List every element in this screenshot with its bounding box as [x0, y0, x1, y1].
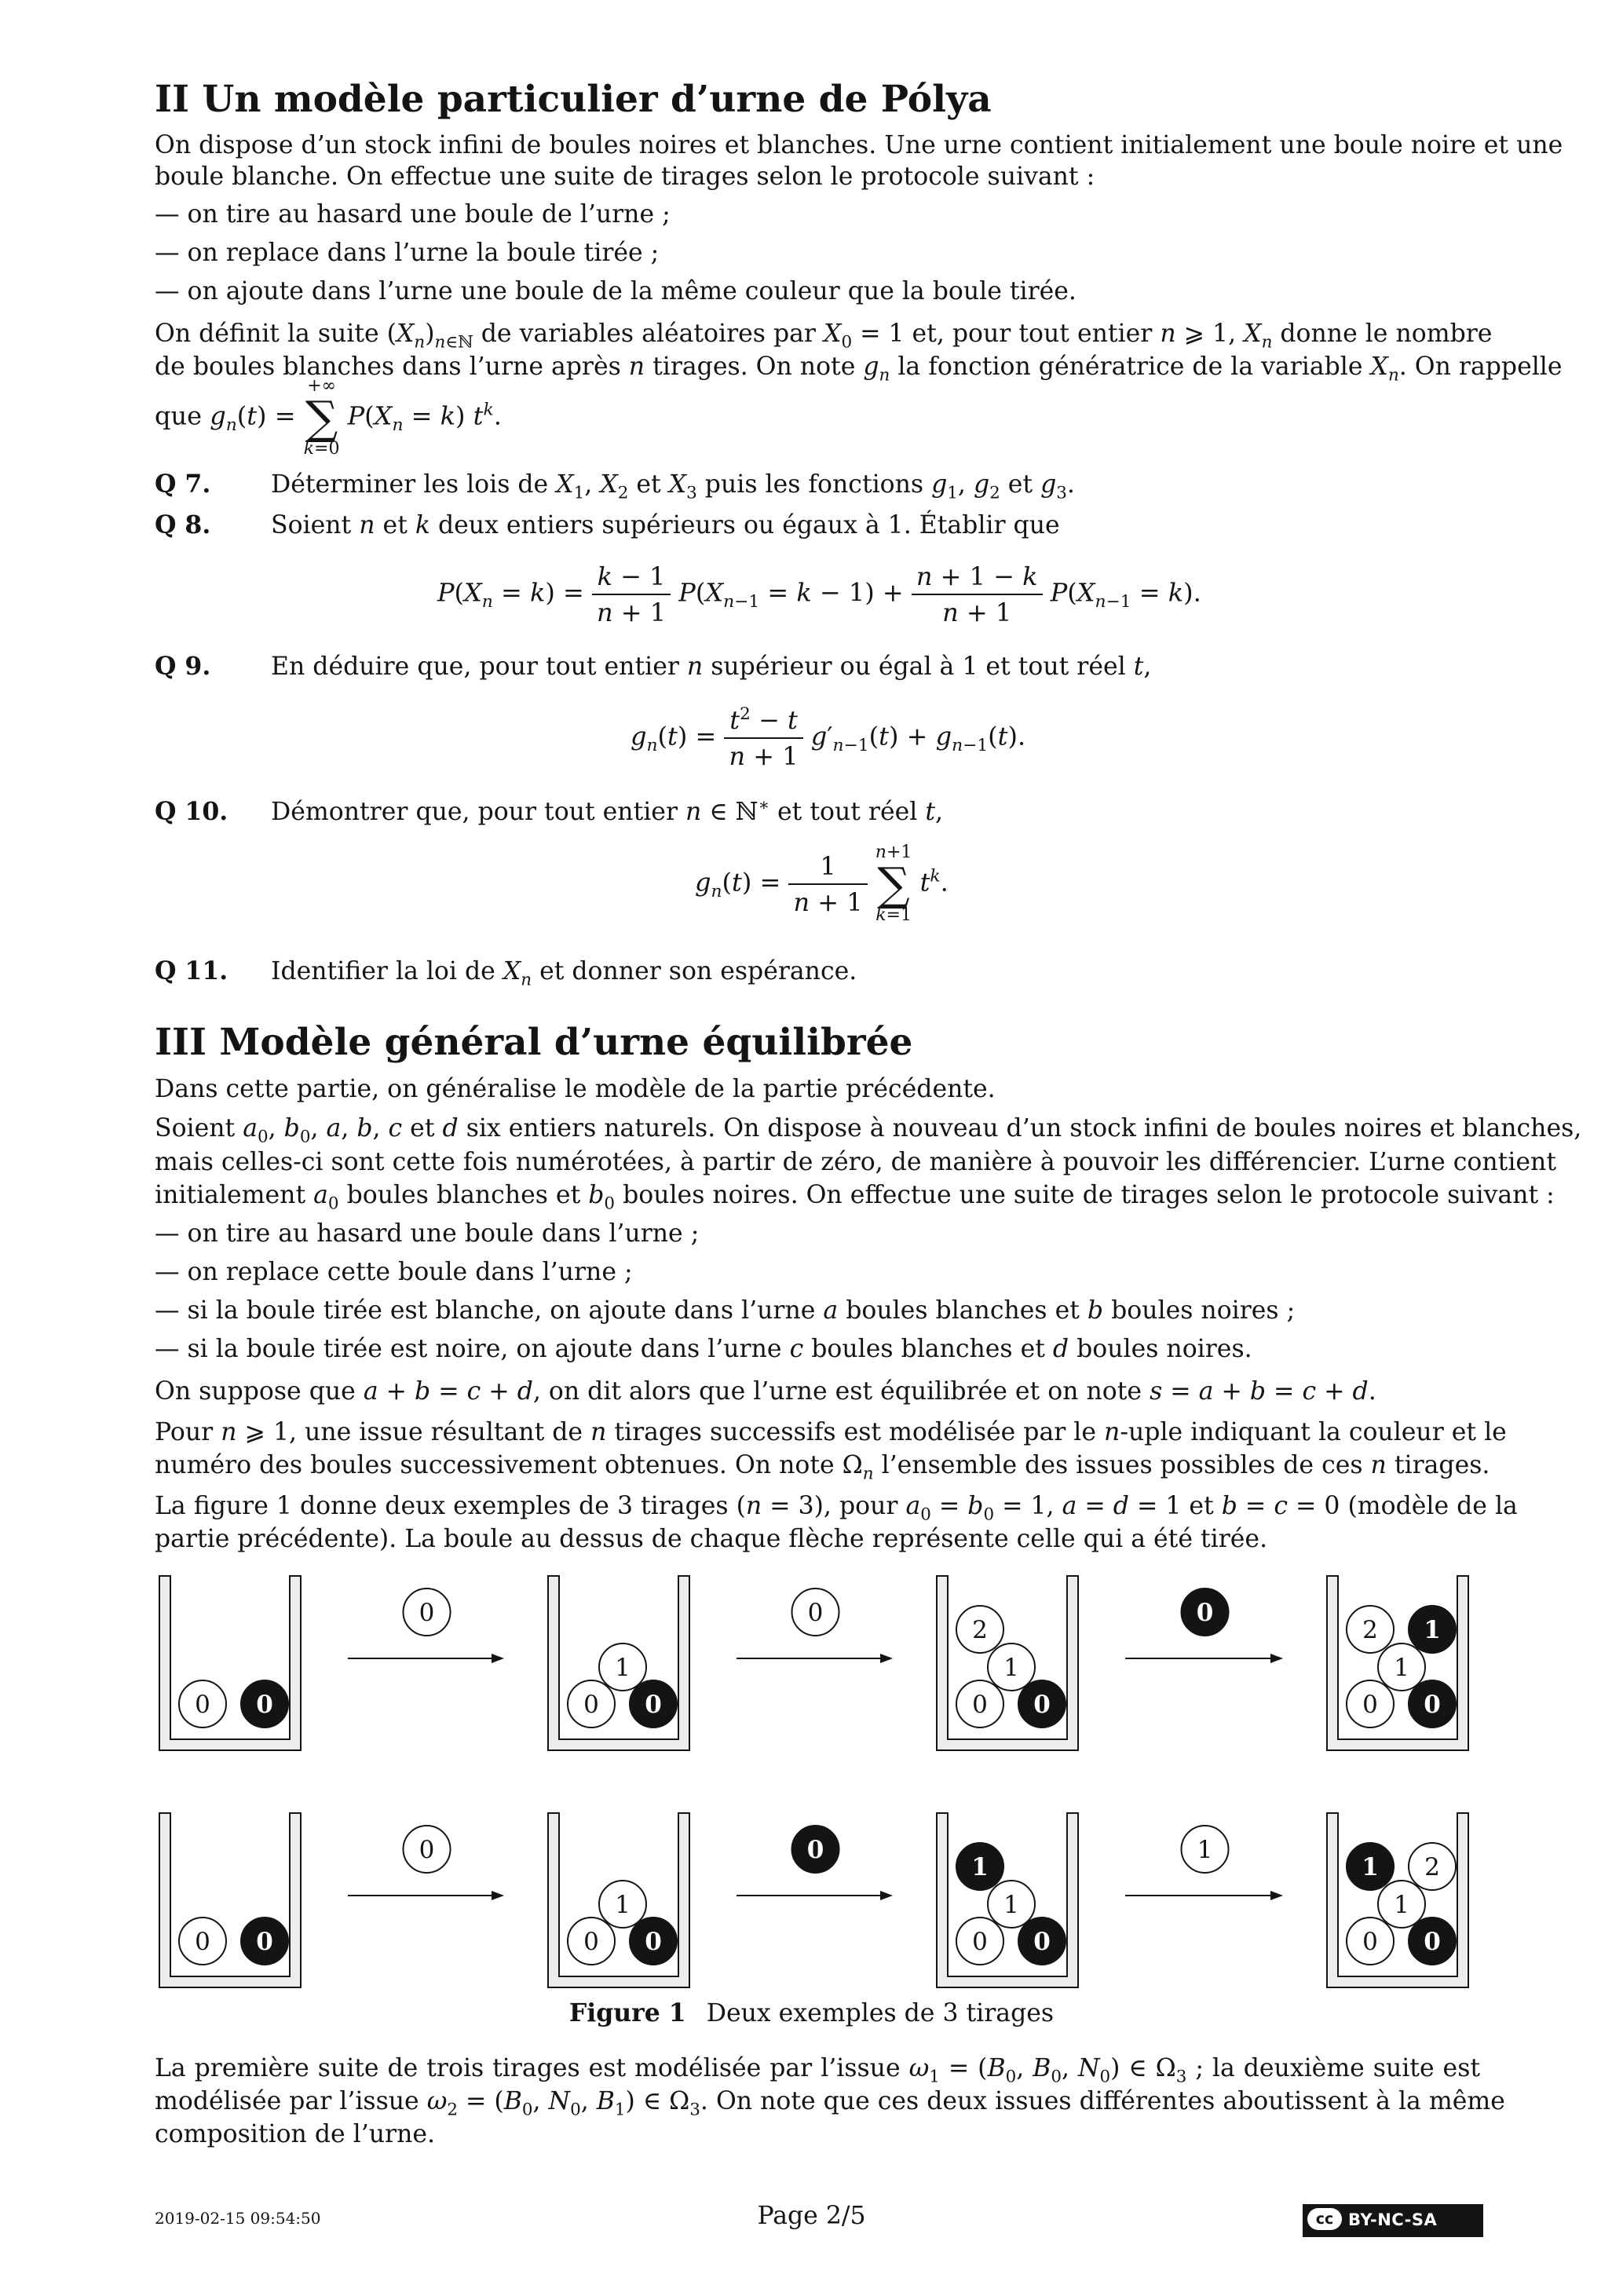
drawn-ball-row2-3-label: 1: [1197, 1836, 1213, 1864]
cc-license-badge: [1303, 2204, 1483, 2237]
urn-row2-step1-ball0-label: 0: [583, 1928, 599, 1956]
drawn-ball-row2-1-label: 0: [419, 1836, 435, 1864]
q10-label: Q 10.: [155, 797, 228, 826]
general-protocol-step-1: — on tire au hasard une boule dans l’urne ;: [155, 1219, 700, 1248]
general-protocol-step-2: — on replace cette boule dans l’urne ;: [155, 1258, 633, 1286]
arrow-head-row1-3: [1270, 1654, 1283, 1663]
footer-timestamp: 2019-02-15 09:54:50: [155, 2209, 321, 2228]
figure-1-caption: Figure 1 Deux exemples de 3 tirages: [568, 1998, 1055, 2027]
drawn-ball-row2-2-label: 0: [806, 1836, 824, 1864]
q7-label: Q 7.: [155, 470, 211, 499]
section-3-title: III Modèle général d’urne équilibrée: [155, 1021, 913, 1064]
urn-row2-step2-ball2-label: 1: [1003, 1891, 1019, 1919]
q7-text: Déterminer les lois de $X_1$, $X_2$ et $X_3$ puis les fonctions $g_1$, $g_2$ et $g_3$.: [271, 470, 1075, 503]
q8-text: Soient n et k deux entiers supérieurs ou égaux à 1. Établir que: [271, 511, 1060, 539]
q11-text: Identifier la loi de $X_n$ et donner son espérance.: [271, 957, 857, 990]
footer-page-number: Page 2/5: [757, 2202, 866, 2230]
urn-row2-step2-ball1-label: 0: [1033, 1928, 1051, 1956]
outcome-example-line-3: composition de l’urne.: [155, 2120, 436, 2148]
arrow-head-row2-3: [1270, 1891, 1283, 1900]
urn-row1-step2-ball0-label: 0: [972, 1691, 988, 1719]
generating-function-reminder: que $g_n(t)$ = +∞ ∑ k=0 $P(X_n = k)$ $t^k$.: [155, 376, 502, 459]
arrow-head-row1-2: [880, 1654, 893, 1663]
section-3-paragraph-2-line-2: mais celles-ci sont cette fois numérotées, à partir de zéro, de manière à pouvoir les différencier. L’urne contient: [155, 1148, 1556, 1176]
urn-row2-step0-ball0-label: 0: [195, 1928, 210, 1956]
figure-intro-line-1: La figure 1 donne deux exemples de 3 tirages (n = 3), pour $a_0 = b_0 = 1$, a = d = 1 et b = c = 0 (modèle de la: [155, 1492, 1518, 1525]
license-text: BY-NC-SA: [1348, 2210, 1438, 2229]
urn-row2-step0: [159, 1813, 301, 1987]
urn-row1-step1-ball2-label: 1: [615, 1654, 631, 1682]
outcome-definition-line-2: numéro des boules successivement obtenues. On note $\Omega_n$ l’ensemble des issues possibles de ces n tirages.: [155, 1451, 1490, 1484]
figure-intro-line-2: partie précédente). La boule au dessus de chaque flèche représente celle qui a été tirée.: [155, 1525, 1268, 1553]
urn-row1-step0-ball0-label: 0: [195, 1691, 210, 1719]
urn-row2-step0-ball1-label: 0: [256, 1928, 273, 1956]
urn-row1-step1-ball1-label: 0: [645, 1691, 662, 1719]
q8-label: Q 8.: [155, 510, 211, 539]
q9-equation: $g_n(t)$ = $\frac{t^2 - t}{n + 1}$ $g'_{n-1}(t) + g_{n-1}(t)$.: [631, 703, 1025, 773]
drawn-ball-row1-2-label: 0: [807, 1599, 824, 1627]
urn-row2-step2-ball0-label: 0: [972, 1928, 988, 1956]
urn-row2-step3-ball4-label: 2: [1424, 1853, 1440, 1881]
urn-row1-step1-ball0-label: 0: [583, 1691, 599, 1719]
cc-icon: cc: [1307, 2208, 1342, 2230]
section-3-paragraph-1: Dans cette partie, on généralise le modèle de la partie précédente.: [155, 1075, 996, 1103]
urn-row1-step3-ball3-label: 2: [1362, 1616, 1378, 1644]
figure-1-urn-diagram: [0, 1567, 1623, 1991]
section-2-intro-line-2: boule blanche. On effectue une suite de tirages selon le protocole suivant :: [155, 163, 1095, 191]
q9-label: Q 9.: [155, 652, 211, 681]
q11-label: Q 11.: [155, 956, 228, 985]
urn-row1-step3-ball4-label: 1: [1424, 1616, 1441, 1644]
urn-row1-step3-ball2-label: 1: [1394, 1654, 1409, 1682]
outcome-example-line-2: modélisée par l’issue $\omega_2 = (B_0$, $N_0$, $B_1$) ∈ $\Omega_3$. On note que ces deux issues différentes aboutissent à la même: [155, 2087, 1505, 2120]
outcome-definition-line-1: Pour n ⩾ 1, une issue résultant de n tirages successifs est modélisée par le n-uple indiquant la couleur et le: [155, 1418, 1507, 1446]
q8-equation: $P(X_n = k)$ = $\frac{k - 1}{n + 1}$ $P(X_{n-1} = k - 1)$ + $\frac{n + 1 - k}{n + 1}$ $P(X_{n-1} = k)$.: [437, 559, 1201, 630]
urn-row2-step1-ball2-label: 1: [615, 1891, 631, 1919]
definition-line-1: On définit la suite $(X_n)_{n\in ℕ}$ de variables aléatoires par $X_0 = 1$ et, pour tout entier n ⩾ 1, $X_n$ donne le nombre: [155, 320, 1493, 353]
urn-row2-step2-ball3-label: 1: [971, 1853, 989, 1881]
general-protocol-step-3: — si la boule tirée est blanche, on ajoute dans l’urne a boules blanches et b boules noires ;: [155, 1296, 1296, 1325]
arrow-head-row2-1: [492, 1891, 504, 1900]
general-protocol-step-4: — si la boule tirée est noire, on ajoute dans l’urne c boules blanches et d boules noires.: [155, 1335, 1252, 1363]
q9-text: En déduire que, pour tout entier n supérieur ou égal à 1 et tout réel t,: [271, 653, 1152, 681]
protocol-step-2: — on replace dans l’urne la boule tirée ;: [155, 239, 660, 267]
drawn-ball-row1-3-label: 0: [1196, 1599, 1214, 1627]
urn-row1-step2-ball2-label: 1: [1003, 1654, 1019, 1682]
section-2-intro-line-1: On dispose d’un stock infini de boules noires et blanches. Une urne contient initialement une boule noire et une: [155, 131, 1563, 159]
balanced-urn-definition: On suppose que a + b = c + d, on dit alors que l’urne est équilibrée et on note s = a + b = c + d.: [155, 1377, 1376, 1406]
outcome-example-line-1: La première suite de trois tirages est modélisée par l’issue $\omega_1 = (B_0$, $B_0$, $N_0$) ∈ $\Omega_3$ ; la deuxième suite est: [155, 2054, 1481, 2087]
arrow-head-row1-1: [492, 1654, 504, 1663]
urn-row1-step0-ball1-label: 0: [256, 1691, 273, 1719]
urn-row1-step0: [159, 1576, 301, 1750]
urn-row2-step3-ball0-label: 0: [1362, 1928, 1378, 1956]
urn-row1-step3-ball0-label: 0: [1362, 1691, 1378, 1719]
urn-row1-step2-ball1-label: 0: [1033, 1691, 1051, 1719]
definition-line-2: de boules blanches dans l’urne après n tirages. On note $g_n$ la fonction génératrice de la variable $X_n$. On rappelle: [155, 353, 1563, 386]
q10-text: Démontrer que, pour tout entier n ∈ ℕ∗ et tout réel t,: [271, 795, 944, 826]
urn-row2-step1-ball1-label: 0: [645, 1928, 662, 1956]
protocol-step-3: — on ajoute dans l’urne une boule de la même couleur que la boule tirée.: [155, 277, 1077, 305]
protocol-step-1: — on tire au hasard une boule de l’urne ;: [155, 200, 671, 229]
q10-equation: $g_n(t)$ = $\frac{1}{n + 1}$ n+1 ∑ k=1 $t^k$.: [695, 843, 949, 925]
arrow-head-row2-2: [880, 1891, 893, 1900]
urn-row1-step3-ball1-label: 0: [1424, 1691, 1441, 1719]
urn-row2-step3-ball3-label: 1: [1362, 1853, 1379, 1881]
section-2-title: II Un modèle particulier d’urne de Pólya: [155, 78, 992, 121]
urn-row1-step2-ball3-label: 2: [972, 1616, 988, 1644]
urn-row2-step3-ball1-label: 0: [1424, 1928, 1441, 1956]
urn-row2-step3-ball2-label: 1: [1394, 1891, 1409, 1919]
drawn-ball-row1-1-label: 0: [419, 1599, 435, 1627]
section-3-paragraph-2-line-1: Soient $a_0$, $b_0$, a, b, c et d six entiers naturels. On dispose à nouveau d’un stock infini de boules noires et blanches,: [155, 1114, 1582, 1147]
section-3-paragraph-2-line-3: initialement $a_0$ boules blanches et $b_0$ boules noires. On effectue une suite de tirages selon le protocole suivant :: [155, 1181, 1555, 1214]
